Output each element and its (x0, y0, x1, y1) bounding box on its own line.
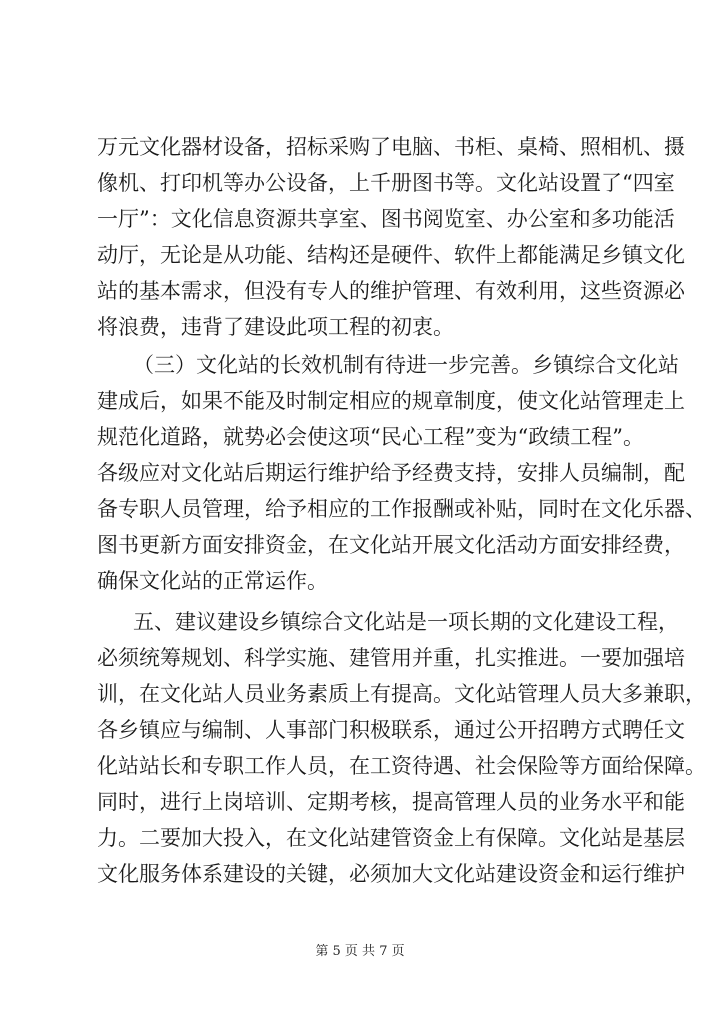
text-line: 站的基本需求，但没有专人的维护管理、有效利用，这些资源必 (97, 279, 685, 303)
text-line: 力。二要加大投入，在文化站建管资金上有保障。文化站是基层 (97, 826, 685, 850)
text-line: 文化服务体系建设的关键，必须加大文化站建设资金和运行维护 (97, 862, 685, 886)
text-line: 将浪费，违背了建设此项工程的初衷。 (97, 315, 454, 339)
text-line: 万元文化器材设备，招标采购了电脑、书柜、桌椅、照相机、摄 (97, 135, 685, 159)
text-line: 训，在文化站人员业务素质上有提高。文化站管理人员大多兼职， (97, 682, 706, 706)
text-line: 规范化道路，就势必会使这项“民心工程”变为“政绩工程”。 (97, 425, 644, 449)
text-line: 备专职人员管理，给予相应的工作报酬或补贴，同时在文化乐器、 (97, 497, 706, 521)
text-line: 确保文化站的正常运作。 (97, 569, 328, 593)
text-line: 建成后，如果不能及时制定相应的规章制度，使文化站管理走上 (97, 389, 685, 413)
text-line: 必须统筹规划、科学实施、建管用并重，扎实推进。一要加强培 (97, 646, 685, 670)
page-number-footer: 第 5 页 共 7 页 (315, 944, 405, 959)
text-line: 图书更新方面安排资金，在文化站开展文化活动方面安排经费， (97, 533, 685, 557)
text-line: （三）文化站的长效机制有待进一步完善。乡镇综合文化站 (133, 353, 679, 377)
text-line: 同时，进行上岗培训、定期考核，提高管理人员的业务水平和能 (97, 790, 685, 814)
text-line: 各级应对文化站后期运行维护给予经费支持，安排人员编制，配 (97, 461, 685, 485)
text-line: 一厅”：文化信息资源共享室、图书阅览室、办公室和多功能活 (97, 207, 675, 231)
text-line: 动厅，无论是从功能、结构还是硬件、软件上都能满足乡镇文化 (97, 243, 685, 267)
text-line: 各乡镇应与编制、人事部门积极联系，通过公开招聘方式聘任文 (97, 718, 685, 742)
text-line: 像机、打印机等办公设备，上千册图书等。文化站设置了“四室 (97, 171, 675, 195)
text-line: 化站站长和专职工作人员，在工资待遇、社会保险等方面给保障。 (97, 754, 706, 778)
text-line: 五、建议建设乡镇综合文化站是一项长期的文化建设工程， (133, 610, 679, 634)
